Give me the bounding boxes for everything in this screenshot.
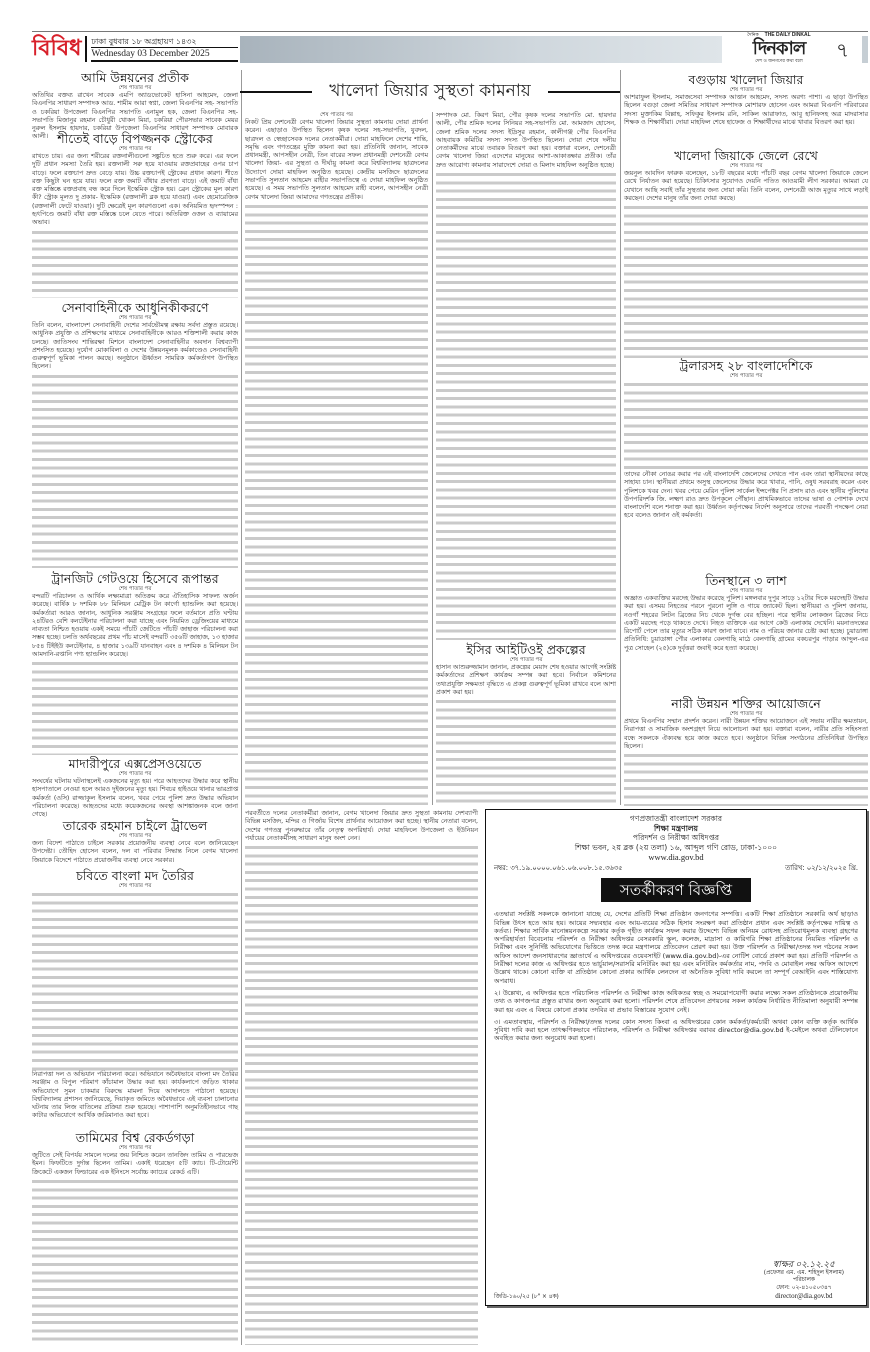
article-body: জয়নুল আবদিন ফারুক বলেছেন, ১৮টি বছরের মধ্যে পাঁচটি বছর বেগম খালেদা জিয়াকে জেলে রেখে নির্যাতন করা হয়েছে। চিকিৎসার সুযোগও দেয়নি পতিত আওয়ামী লীগ সরকার। আমরা যে যেখানে আছি সবাই তাঁর সুস্থতার জন্য দোয়া করি। তিনি বলেন, দেশনেত্রী আজ মৃত্যুর সাথে লড়াই করছেন। দেশের মানুষ তাঁর জন্য দোয়া করছে।	[624, 170, 868, 202]
lead-article-column	[245, 810, 478, 1345]
article-headline: তামিমের বিশ্ব রেকর্ডগড়া	[75, 1130, 195, 1145]
text-filler	[32, 891, 238, 1071]
continued-label: শেষ পাতার পর	[118, 883, 152, 889]
article	[624, 696, 868, 806]
article	[624, 148, 868, 358]
lead-headline: খালেদা জিয়ার সুস্থতা কামনায়	[329, 81, 531, 101]
text-filler	[32, 229, 238, 298]
article	[32, 300, 238, 568]
article-headline: ট্রলারসহ ২৮ বাংলাদেশিকে	[679, 358, 813, 373]
article	[624, 573, 868, 695]
article-body: সংঘর্ষের ঘটনায় ঘটনাস্থলেই একজনের মৃত্যু হয়। পরে আহতদের উদ্ধার করে স্থানীয় হাসপাতালে নেওয়া হলে আরও দুইজনের মৃত্যু হয়। শিবচর হাইওয়ে থানার ভারপ্রাপ্ত কর্মকর্তা (ওসি) রাজ্জাকুল ইসলাম বলেন, খবর পেয়ে পুলিশ দ্রুত উদ্ধার অভিযান পরিচালনা করেছে। আহতদের মধ্যে কয়েকজনের অবস্থা আশঙ্কাজনক বলে জানা গেছে।	[32, 778, 238, 819]
notice-ministry: শিক্ষা মন্ত্রণালয়	[653, 823, 699, 833]
text-filler	[245, 203, 428, 805]
continued-label: শেষ পাতার পর	[118, 315, 152, 321]
page-number: ৭	[836, 38, 850, 62]
page-edge	[862, 36, 868, 63]
column-rule	[620, 70, 621, 805]
article-headline: শীতেই বাড়ে বিপজ্জনক স্ট্রোকের	[57, 131, 213, 146]
article-body: প্রথমে বিএনপির সম্মান প্রদর্শন করেন। নারী উন্নয়ন শক্তির আয়োজনে এই সভায় নারীর ক্ষমতায়ন, নিরাপত্তা ও সামাজিক অংশগ্রহণ নিয়ে আলোচনা করা হয়। বক্তারা বলেন, নারীর প্রতি সহিংসতা বন্ধে সকলকে ঐক্যবদ্ধ হয়ে কাজ করতে হবে। অনুষ্ঠানে বিভিন্ন সংগঠনের প্রতিনিধিরা উপস্থিত ছিলেন।	[624, 718, 868, 750]
text-filler	[32, 373, 238, 568]
lead-article-column	[245, 112, 428, 805]
continued-label: শেষ পাতার পর	[118, 771, 152, 777]
text-filler	[245, 844, 478, 1345]
text-filler	[624, 752, 868, 806]
text-filler	[624, 381, 868, 471]
notice-government: গণপ্রজাতন্ত্রী বাংলাদেশ সরকার	[629, 814, 723, 823]
text-filler	[436, 698, 616, 805]
article-body: রাখতে চায়। এর জন্য শরীরের রক্তনালীগুলো সঙ্কুচিত হতে শুরু করে। এর ফলে দুটি প্রধান সমস্যা তৈরি হয়। রক্তনালী সরু হয়ে যাওয়ায় রক্তপ্রবাহের ওপর চাপ বাড়ে। ফলে রক্তচাপ দ্রুত বেড়ে যায়। উচ্চ রক্তচাপই স্ট্রোকের প্রধান কারণ। শীতে রক্ত কিছুটা ঘন হয়ে যায়। ফলে রক্ত জমাট বাঁধার প্রবণতা বাড়ে। এই জমাট বাঁধা রক্ত মস্তিষ্কে রক্তপ্রবাহ বন্ধ করে দিলে ইস্কেমিক স্ট্রোক হয়। ব্রেন স্ট্রোকের মূল কারণ কী? স্ট্রোক মূলত দু প্রকার- ইস্কেমিক (রক্তনালী ব্লক হয়ে যাওয়া) এবং হেমোরেজিক (রক্তনালী ফেটে যাওয়া)। দুটি ক্ষেত্রেই মূল কারণগুলো এক। অনিয়মিত হৃদস্পন্দন : হৃৎপিণ্ডে জমাট বাঁধা রক্ত মস্তিষ্কে চলে যেতে পারে। অতিরিক্ত ওজন ও ব্যায়ামের অভাব।	[32, 153, 238, 227]
column-rule	[241, 70, 242, 1345]
date-english: Wednesday 03 December 2025	[91, 48, 238, 62]
paper-tagline: দেশ ও জনগণের কথা বলে	[755, 59, 803, 64]
column-rule	[432, 112, 433, 805]
article-headline: সেনাবাহিনীকে আধুনিকীকরণে	[61, 300, 209, 315]
section-masthead	[32, 34, 238, 64]
continued-label: শেষ পাতার পর	[729, 163, 763, 169]
section-logo: বিবিধ	[32, 36, 82, 61]
article-body: নিকট প্রিয় দেশনেত্রী বেগম খালেদা জিয়ার সুস্থতা কামনায় দোয়া প্রার্থনা করেন। এছাড়াও উপস্থিত ছিলেন কৃষক দলের সহ-সভাপতি, যুবদল, ছাত্রদল ও স্বেচ্ছাসেবক দলের নেতাকর্মীরা। দোয়া মাহফিলে দেশের শান্তি, সমৃদ্ধি এবং গণতন্ত্রের মুক্তি কামনা করা হয়। প্রতিনিধি জানান, সাবেক প্রধানমন্ত্রী, আপসহীন নেত্রী, তিন বারের সফল প্রধানমন্ত্রী দেশনেত্রী বেগম খালেদা জিয়া- এর সুস্থতা ও দীর্ঘায়ু কামনা করে বিশ্ববিদ্যালয় ছাত্রদলের উদ্যোগে দোয়া মাহফিল অনুষ্ঠিত হয়েছে। কেন্দ্রীয় মসজিদে ছাত্রদলের সভাপতি সুলতান আহমেদ রাহীর সভাপতিত্বে এ দোয়া মাহফিল অনুষ্ঠিত হয়েছে। এ সময় সভাপতি সুলতান আহমেদ রাহী বলেন, আপসহীন নেত্রী বেগম খালেদা জিয়া আমাদের গণতন্ত্রের প্রতীক।	[245, 119, 428, 201]
article-body: সম্পাদক মো. কিরণ মিয়া, পৌর কৃষক দলের সভাপতি মো. হায়দার আলী, পৌর শ্রমিক দলের সিনিয়র সহ-সভাপতি মো. আমজাদ হোসেন, জেলা শ্রমিক দলের সদস্য ইদ্রিসুর রহমান, কালীগঞ্জ পৌর বিএনপির আহবায়ক কমিটির সদস্য সদস্য উপস্থিত ছিলেন। দোয়া শেষে দলীয় নেতাকর্মীদের মাঝে তবারক বিতরণ করা হয়। বক্তারা বলেন, দেশনেত্রী বেগম খালেদা জিয়া এদেশের মানুষের আশা-আকাঙ্ক্ষার প্রতীক। তাঁর দ্রুত আরোগ্য কামনায় সারাদেশে দোয়া ও মিলাদ মাহফিল অনুষ্ঠিত হচ্ছে।	[436, 112, 616, 169]
continued-label: শেষ পাতার পর	[729, 711, 763, 717]
article	[32, 868, 238, 1130]
signer-name: (প্রফেসর এম. এম. শহিদুল ইসলাম)	[763, 1269, 844, 1276]
article-body: আশরাফুল ইসলাম, সমাজসেবা সম্পাদক আত্তান আহমেদ, সদস্য অরণ্য পাশা। এ ছাড়া উপস্থিত ছিলেন বগুড়া জেলা সমিতির সাধারণ সম্পাদক মোশারফ হোসেন এবং আমরা বিএনপি পরিবারের সদস্য মুক্তাকিম বিল্লাহ, সফিকুর ইসলাম রনি, সাকিল আরাফাত, আবু হানিফসহ অত্র মাদরাসার শিক্ষক ও শিক্ষার্থীরা। দোয়া মাহফিল শেষে হাফেজ ও শিক্ষার্থীদের মাঝে খাবার বিতরণ করা হয়।	[624, 94, 868, 126]
article-headline: মাদারীপুরে এক্সপ্রেসওয়েতে	[68, 756, 202, 771]
lead-article-column	[436, 112, 616, 640]
article-headline: তারেক রহমান চাইলে ট্রাভেল	[62, 818, 208, 833]
notice-code: জিডি-১৬০/২৫ (৮" × ৪ক)	[494, 1293, 559, 1300]
newspaper-logo	[727, 32, 831, 66]
article-headline: নারী উন্নয়ন শক্তির আয়োজনে	[671, 696, 821, 711]
article	[624, 358, 868, 573]
continued-label: শেষ পাতার পর	[509, 657, 543, 663]
government-notice	[485, 809, 867, 1306]
article-headline: খালেদা জিয়াকে জেলে রেখে	[674, 148, 818, 163]
notice-paragraph: ২। উল্লেখ্য, এ অধিদপ্তর হতে পরিচালিত পরিদর্শন ও নিরীক্ষা কাজ অধিকতর স্বচ্ছ ও সময়োপযোগী করার লক্ষ্যে সকল প্রতিষ্ঠানকে প্রয়োজনীয় তথ্য ও কাগজপত্র প্রস্তুত রাখার জন্য অনুরোধ করা হলো। পরিদর্শন শেষে প্রতিবেদন প্রণয়নের সকল কার্যক্রম নির্ধারিত নীতিমালা অনুযায়ী সম্পন্ন করা হয় এবং এ বিষয়ে কোনো প্রকার তদবির বা প্রভাব বিস্তারের সুযোগ নেই।	[494, 988, 858, 1014]
article-headline: আমি উন্নয়নের প্রতীক	[81, 70, 189, 85]
continued-label: শেষ পাতার পর	[118, 146, 152, 152]
article-headline: ট্রানজিট গেটওয়ে হিসেবে রূপান্তর	[51, 571, 219, 586]
article-body: পরবর্তীতে দলের নেতাকর্মীরা জানান, বেগম খালেদা জিয়ার দ্রুত সুস্থতা কামনায় দেশব্যাপী বিভিন্ন মসজিদ, মন্দির ও গির্জায় বিশেষ প্রার্থনার আয়োজন করা হচ্ছে। স্থানীয় নেতারা বলেন, দেশের গণতন্ত্র পুনরুদ্ধারে তাঁর নেতৃত্ব অপরিহার্য। দোয়া মাহফিলে উপজেলা ও ইউনিয়ন পর্যায়ের নেতাকর্মীসহ সাধারণ মানুষ অংশ নেন।	[245, 810, 478, 842]
notice-paragraph: ৩। এমতাবস্থায়, পরিদর্শন ও নিরীক্ষা/তদন্ত দলের কোন সদস্য কিংবা এ অধিদপ্তরের কোন কর্মকর্তা/কর্মচারী অথবা কোন ব্যক্তি কর্তৃক আর্থিক সুবিধা দাবি করা হলে তাৎক্ষণিকভাবে পরিচালক, পরিদর্শন ও নিরীক্ষা অধিদপ্তর বরাবর director@dia.gov.bd ই-মেইলে অথবা টেলিফোনে অবহিত করার জন্য অনুরোধ করা হলো।	[494, 1017, 858, 1043]
date-block	[91, 36, 238, 62]
notice-title: সতর্কীকরণ বিজ্ঞপ্তি	[601, 878, 751, 902]
article-body: হাসান আশুরুজ্জামান জানান, প্রকল্পের মেয়াদ শেষ হওয়ার আগেই সংশ্লিষ্ট কর্মকর্তাদের প্রশিক্ষণ কার্যক্রম সম্পন্ন করা হবে। নির্বাচন কমিশনের তথ্যপ্রযুক্তি সক্ষমতা বৃদ্ধিতে এ প্রকল্প গুরুত্বপূর্ণ ভূমিকা রাখবে বলে আশা প্রকাশ করা হয়।	[436, 664, 616, 696]
article-headline: তিনস্থানে ৩ লাশ	[705, 573, 787, 588]
article-body: অতিথির বক্তব্য রাখেন সাবেক এমপি অ্যাডভোকেট হাসিনা আহমেদ, জেলা বিএনপির সাধারণ সম্পাদক আড. শামীম আরা স্বপ্না, জেলা বিএনপির সহ- সভাপতি ও চকরিয়া উপজেলা বিএনপির সভাপতি এনামুল হক, জেলা বিএনপির সহ-সভাপতি মিজানুর রহমান চৌধুরী খোকন মিয়া, চকরিয়া পৌরসভার সাবেক মেয়র নুরুল ইসলাম হায়দার, চকরিয়া উপজেলা বিএনপির সাধারণ সম্পাদক মোবারক আলী।	[32, 92, 238, 141]
notice-date: তারিখ: ০২/১২/২০২৫ খ্রি.	[785, 864, 858, 872]
article	[32, 818, 238, 868]
notice-footer	[494, 1253, 858, 1301]
lead-headline-wrap	[240, 80, 620, 102]
signer-email: director@dia.gov.bd	[775, 1292, 833, 1300]
text-filler	[624, 204, 868, 358]
continued-label: শেষ পাতার পর	[118, 586, 152, 592]
article-body: তিনি বলেন, বাংলাদেশ সেনাবাহিনী দেশের সার্বভৌমত্ব রক্ষায় সর্বদা প্রস্তুত রয়েছে। আধুনিক প্রযুক্তি ও প্রশিক্ষণের মাধ্যমে সেনাবাহিনীকে আরও শক্তিশালী করার কাজ চলছে। জাতিসংঘ শান্তিরক্ষা মিশনে বাংলাদেশ সেনাবাহিনীর অবদান বিশ্বব্যাপী প্রশংসিত হয়েছে। দুর্যোগ মোকাবিলা ও দেশের উন্নয়নমূলক কর্মকাণ্ডেও সেনাবাহিনী গুরুত্বপূর্ণ ভূমিকা পালন করছে। অনুষ্ঠানে ঊর্ধ্বতন সামরিক কর্মকর্তাগণ উপস্থিত ছিলেন।	[32, 322, 238, 371]
notice-address: শিক্ষা ভবন, ২য় ব্লক (২য় তলা) ১৬, আব্দুল গণি রোড, ঢাকা-১০০০	[574, 842, 778, 852]
continued-label: শেষ পাতার পর	[118, 1145, 152, 1151]
continued-label: শেষ পাতার পর	[118, 85, 152, 91]
signer-phone: ফোন: ০২-৪১০৫০৩৪৭	[776, 1284, 832, 1291]
notice-website: www.dia.gov.bd	[648, 852, 704, 862]
date-bengali: ঢাকা বুধবার ১৮ অগ্রহায়ণ ১৪৩২	[91, 36, 238, 48]
signature: স্বাক্ষর ০২.১২.২৫	[772, 1258, 835, 1269]
article	[436, 642, 616, 805]
article	[32, 756, 238, 818]
continued-label: শেষ পাতার পর	[729, 373, 763, 379]
text-filler	[32, 660, 238, 755]
article	[32, 571, 238, 755]
divider	[85, 36, 87, 62]
article-body: তাদের নৌকা নোঙর করার পর এই বাংলাদেশি জেলেদের দেখতে পান এবং তারা স্থানীয়দের কাছে সাহায্য চান। স্থানীয়রা প্রথমে অসুস্থ জেলেদের উদ্ধার করে খাবার, পানি, ওষুধ সরবরাহ করেন এবং পুলিশকে খবর দেন। খবর পেয়ে মেরিন পুলিশ সার্কেল ইন্সপেক্টর পি প্রসাদ রাও এবং স্থানীয় পুলিশের উপপরিদর্শক জি. লক্ষ্মণ রাও দ্রুত উপকূলে পৌঁছান। প্রাথমিকভাবে তাদের ভাষা ও পোশাক দেখে বাংলাদেশি বলে শনাক্ত করা হয়। উর্ধ্বতন কর্তৃপক্ষের নির্দেশ অনুসারে তাদের পরবর্তী পদক্ষেপ নেয়া হবে বলেও জানান ওই কর্মকর্তা।	[624, 471, 868, 520]
text-filler	[436, 171, 616, 640]
article	[32, 1130, 238, 1345]
continued-label: শেষ পাতার পর	[729, 588, 763, 594]
notice-reference	[494, 864, 858, 872]
article-headline: বগুড়ায় খালেদা জিয়ার	[688, 72, 804, 87]
signer-title: পরিচালক	[792, 1277, 815, 1284]
notice-department: পরিদর্শন ও নিরীক্ষা অধিদপ্তর	[632, 833, 720, 842]
article-body: বন্দরটি পরিচালন ও আর্থিক লক্ষ্যমাত্রা অতিক্রম করে ঐতিহাসিক সাফল্য অর্জন করেছে। বার্ষিক ৮ দশমিক ৮৮ মিলিয়ন মেট্রিক টন কার্গো হ্যান্ডলিং করা হয়েছে। কর্মকর্তারা আরও জানান, আধুনিক সরঞ্জাম সংগ্রহের ফলে বর্তমানে প্রতি ঘণ্টায় ২৪টিরও বেশি কনটেইনার পরিচালনা করা যাচ্ছে এবং নিয়মিত ড্রেজিংয়ের মাধ্যমে নাব্যতা নিশ্চিত হওয়ায় একই সময়ে পাঁচটি জেটিতে পাঁচটি জাহাজ পরিচালনা করা সম্ভব হচ্ছে। চলতি অর্থবছরের প্রথম পাঁচ মাসেই বন্দরটি ৩৫৬টি জাহাজ, ১৩ হাজার ৮৫৪ টিইইউ কনটেইনার, ৪ হাজার ১৩৯টি যানবাহন এবং ৪ দশমিক ৪ মিলিয়ন টন আমদানি-রপ্তানি পণ্য হ্যান্ডলিং করেছে।	[32, 593, 238, 659]
continued-label: শেষ পাতার পর	[118, 833, 152, 839]
notice-memo-number: নম্বর: ৩৭.১৯.০০০০.০৬১.০৬.০০৮.১৫.৩৬৩৫	[494, 864, 623, 872]
paper-name: দিনকাল	[752, 38, 806, 59]
article-headline: চবিতে বাংলা মদ তৈরির	[76, 868, 194, 883]
paper-english-name: THE DAILY DINKAL	[764, 32, 811, 38]
notice-paragraph: এতদ্বারা সংশ্লিষ্ট সকলকে জানানো যাচ্ছে যে, দেশের প্রতিটি শিক্ষা প্রতিষ্ঠান জনগণের সম্পত্তি। একটি শিক্ষা প্রতিষ্ঠানে সরকারি অর্থ ছাড়াও বিভিন্ন উৎস হতে আয় হয়। আয়ের সদ্ব্যবহার এবং আয়-ব্যয়ের সঠিক হিসাব সংরক্ষণ করা প্রতিষ্ঠান প্রধান এবং সংশ্লিষ্ট কর্তৃপক্ষের দায়িত্ব ও কর্তব্য। শিক্ষার সার্বিক মানোন্নয়নকল্পে সরকার কর্তৃক গৃহীত কার্যক্রম সফল করার উদ্দেশ্যে বিভিন্ন অনিয়ম রোধসহ প্রতিরোধমূলক ব্যবস্থা গ্রহণের অপরিহার্যতা বিবেচনায় পরিদর্শন ও নিরীক্ষা অধিদপ্তর বেসরকারি স্কুল, কলেজ, মাদ্রাসা ও কারিগরি শিক্ষা প্রতিষ্ঠানের নিয়মিত পরিদর্শন ও নিরীক্ষা এবং সুনির্দিষ্ট অভিযোগের ভিত্তিতে তদন্ত করে মন্ত্রণালয়ে প্রতিবেদন প্রেরণ করা হয়। উক্ত পরিদর্শন ও নিরীক্ষা/তদন্ত দল গঠনের সকল অফিস আদেশ জনসাধারণের জ্ঞাতার্থে এ অধিদপ্তরের ওয়েবসাইট (www.dia.gov.bd)-এর নোটিশ বোর্ডে প্রকাশ করা হয়। প্রতিটি পরিদর্শন ও নিরীক্ষা দলের কাজ এ অধিদপ্তর হতে ভার্চুয়াল/সরাসরি মনিটরিং করা হয় এবং মনিটরিং কর্মকর্তার নাম, পদবি ও মোবাইল নম্বর অফিস আদেশে উল্লেখ থাকে। কোনো ব্যক্তি বা প্রতিষ্ঠান কোনো প্রকার আর্থিক লেনদেন বা অনৈতিক সুবিধা দাবি করলে তা সম্পূর্ণ বেআইনি এবং শাস্তিযোগ্য অপরাধ।	[494, 910, 858, 985]
continued-label: শেষ পাতার পর	[729, 87, 763, 93]
article	[32, 131, 238, 298]
headline-rule	[240, 91, 312, 93]
article-body: জন্য বিদেশ পাঠাতে চাইলে সরকার প্রয়োজনীয় ব্যবস্থা নেবে বলে জানিয়েছেন উপদেষ্টা। তৌহিদ হোসেন বলেন, দল বা পরিবার সিদ্ধান্ত নিলে বেগম খালেদা জিয়াকে বিদেশে পাঠাতে প্রয়োজনীয় ব্যবস্থা নেবে সরকার।	[32, 840, 238, 864]
article-headline: ইসির আইটিওই প্রকল্পের	[466, 642, 586, 657]
paper-prefix: দৈনিক	[747, 33, 759, 38]
header-banner	[240, 36, 722, 63]
notice-signature-block	[764, 1259, 844, 1301]
article-body: অজ্ঞাত একব্যক্তির মরদেহ উদ্ধার করেছে পুলিশ। মঙ্গলবার দুপুর সাড়ে ১২টার দিকে মরদেহটি উদ্ধার করা হয়। এসময় নিহতের পরনে পুরনো লুঙ্গি ও গায়ে জ্যাকেট ছিল। স্থানীয়রা ও পুলিশ জানায়, নওগাঁ শহরের লিটন ব্রিজের নিচ থেকে দুর্গন্ধ বের হচ্ছিল। পরে স্থানীয় লোকজন ব্রিজের নিচে একটি মরদেহ পড়ে থাকতে দেখে। নিহত ব্যক্তিকে এর আগে কেউ এলাকায় দেখেনি। ময়নাতদন্তের রিপোর্ট পেলে তার মৃত্যুর সঠিক কারণ জানা যাবে। নাম ও পরিচয় জানার চেষ্টা করা হচ্ছে। চুয়াডাঙ্গা প্রতিনিধি: চুয়াডাঙ্গা পৌর এলাকার বেলগাছি মাঠে বেলগাছি গ্রামের বকচরপুর পাড়ার আব্দুল-এর পুত্র সোহেল (২৫)কে দুর্বৃত্তরা জবাই করে হত্যা করেছে।	[624, 595, 868, 652]
headline-rule	[548, 91, 620, 93]
article	[624, 72, 868, 147]
continued-label: শেষ পাতার পর	[320, 112, 353, 118]
article-body: নিরাপত্তা দল ও অভিযান পরিচালনা করে। অভিযানে অবৈধভাবে বাংলা মদ তৈরির সরঞ্জাম ও বিপুল পরিমাণ কাঁচামাল উদ্ধার করা হয়। কার্যকলাপে জড়িত থাকার অভিযোগে সুমন চাকমার বিরুদ্ধে মামলা দিয়ে আদালতে পাঠানো হয়েছে। বিশ্ববিদ্যালয় প্রশাসন জানিয়েছে, দিয়াকৃত জমিতে অবৈধভাবে এই ব্যবসা চালানোর ঘটনায় তার লিজ বাতিলের প্রক্রিয়া শুরু হয়েছে। পাশাপাশি অনুমতিহীনভাবে গাছ কাটার অভিযোগে আর্থিক জরিমানাও করা হবে।	[32, 1071, 238, 1120]
text-filler	[32, 1178, 238, 1345]
article-body: জুটিতে সেই বিপর্যয় সামলে দলের জয় নিশ্চিত করেন তানজিদ তামিম ও পারভেজ ইমন। ফিফটিতে দুর্দান্ত ছিলেন তামিম। একাই ধরেছেন ৫টি ক্যাচ। টি-টোয়েন্টি ক্রিকেটে একজন ফিল্ডারের এক ইনিংসে সর্বোচ্চ ক্যাচের রেকর্ড এটি।	[32, 1152, 238, 1176]
